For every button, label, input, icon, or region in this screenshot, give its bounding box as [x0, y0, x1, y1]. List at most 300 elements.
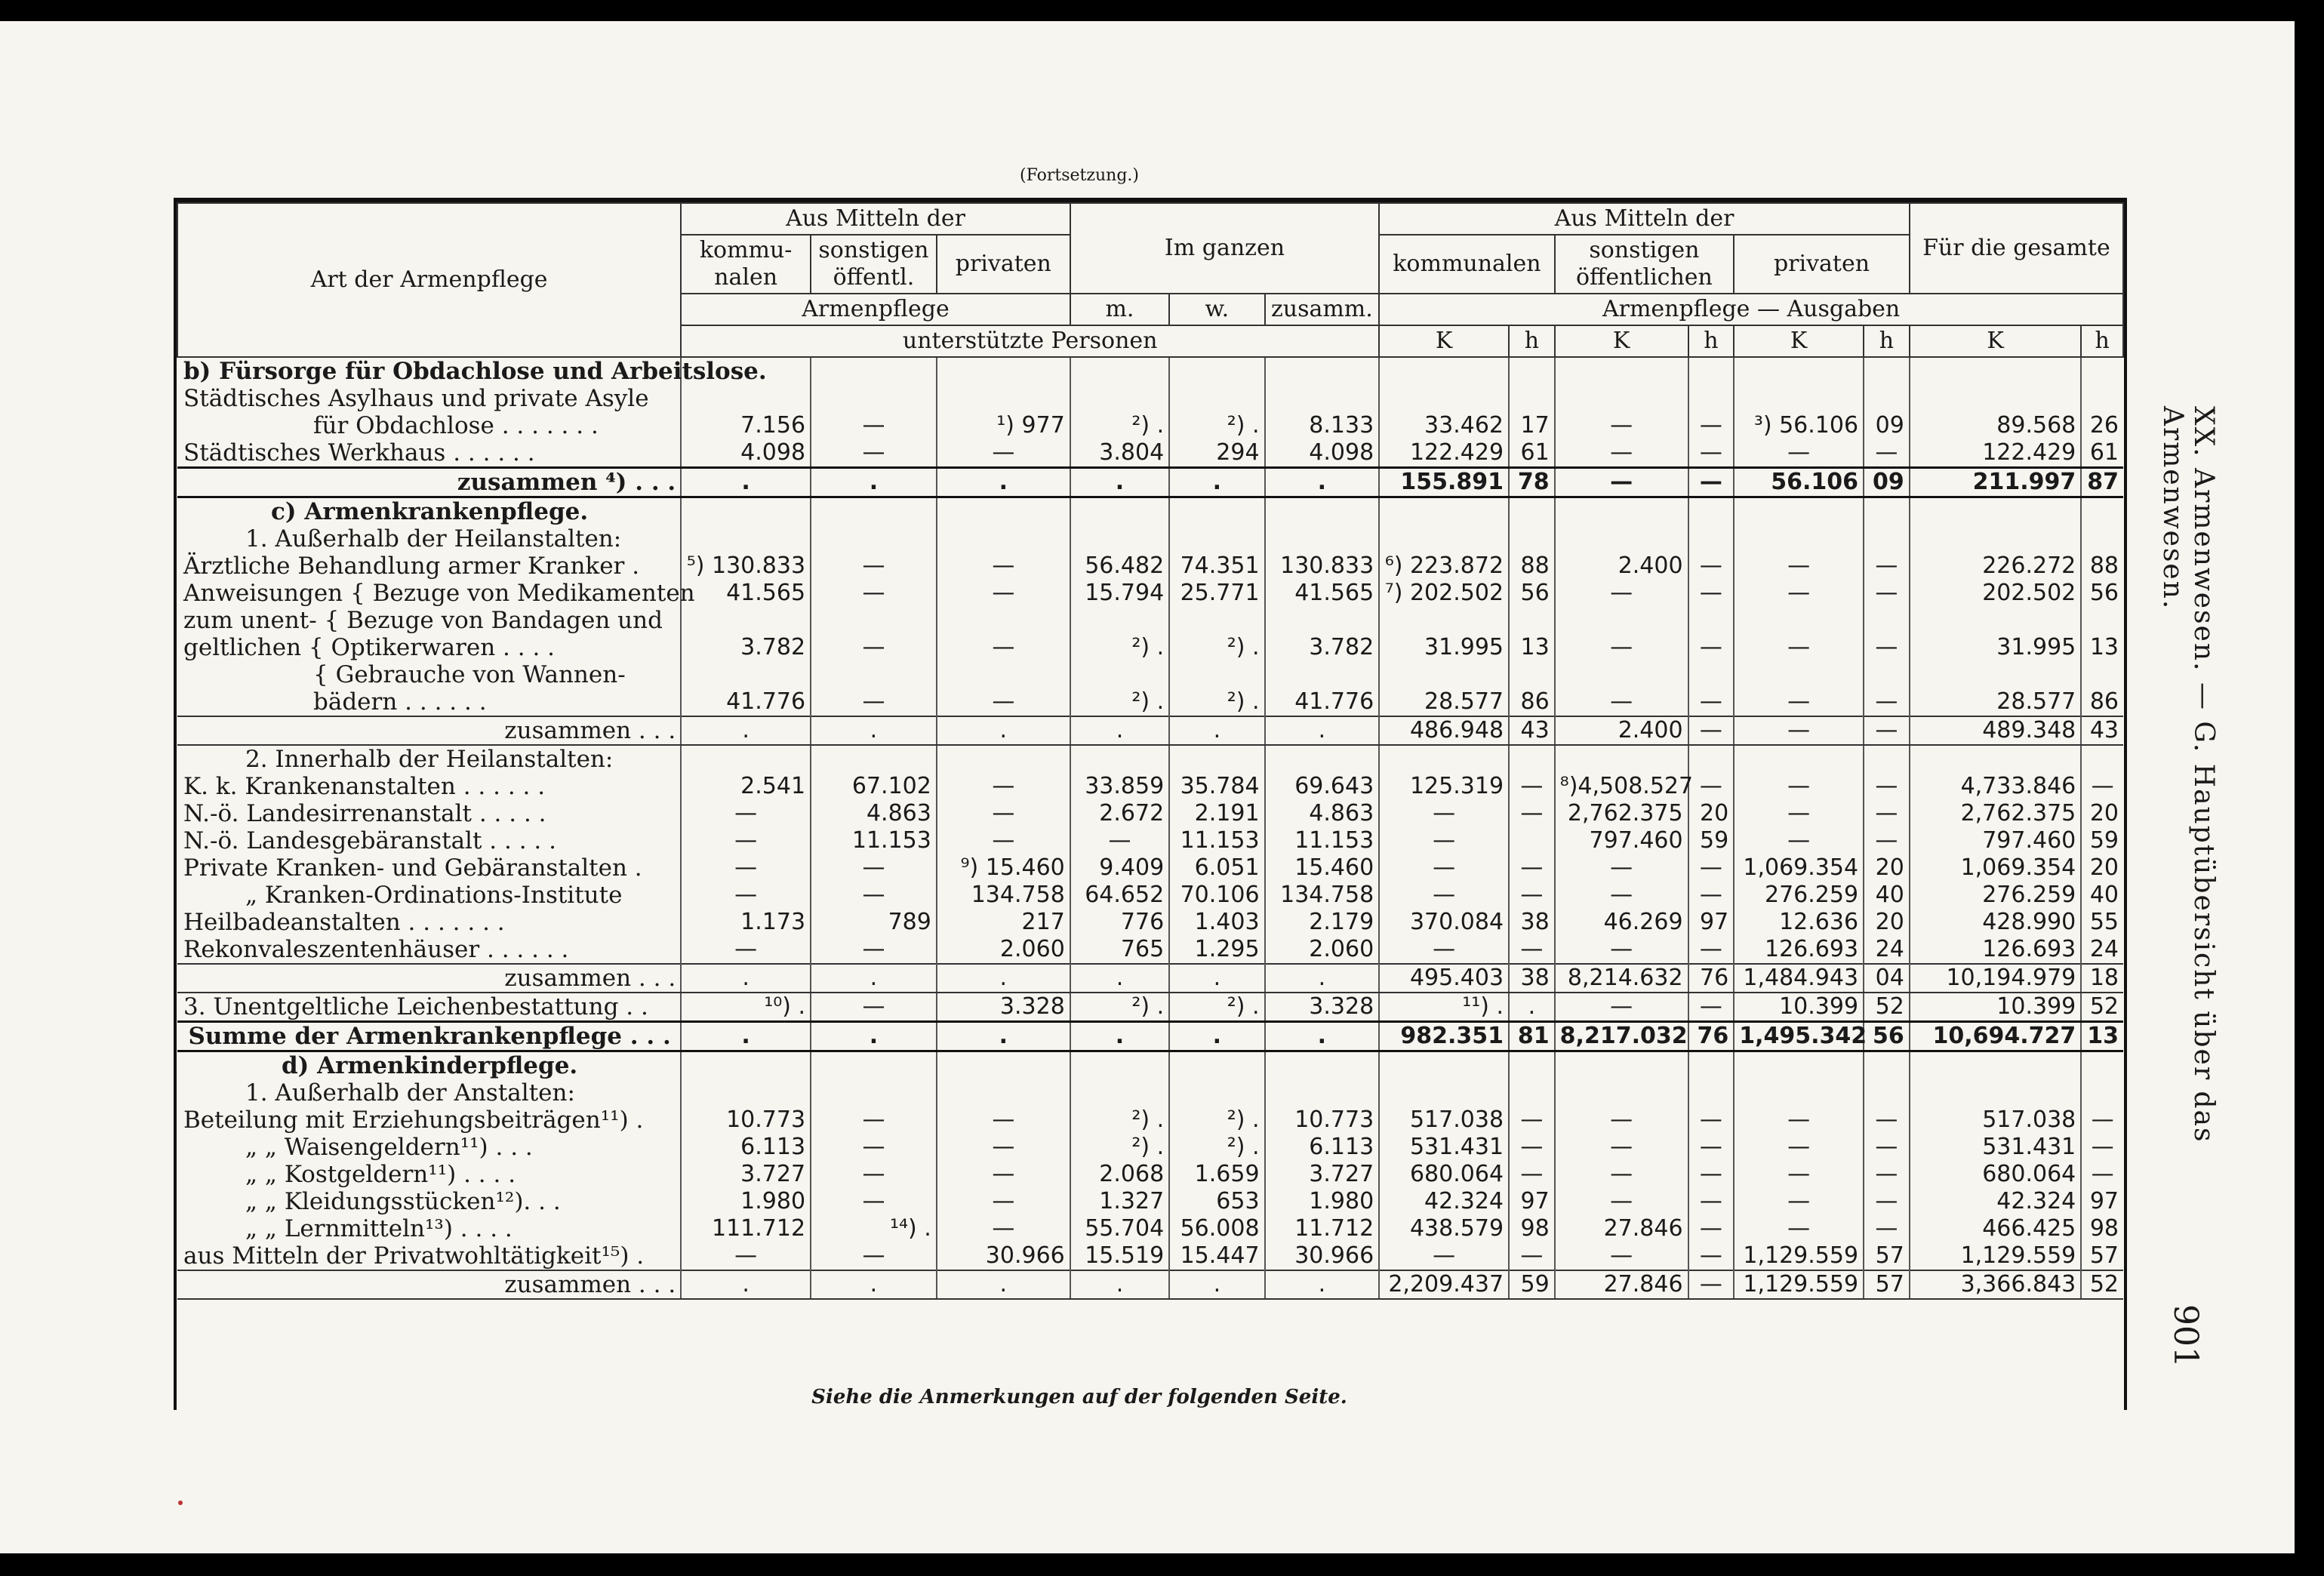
cell-value — [1555, 745, 1688, 773]
cell-value: — — [1864, 1134, 1910, 1161]
cell-value: — — [811, 553, 937, 580]
row-label: „ „ Lernmitteln¹³) . . . . — [245, 1215, 513, 1242]
cell-value: 1.980 — [1265, 1188, 1380, 1215]
cell-value — [1509, 607, 1555, 634]
cell-value: 155.891 — [1379, 468, 1509, 497]
cell-value: . — [937, 1022, 1070, 1051]
cell-value — [937, 1079, 1070, 1107]
cell-value: 86 — [2081, 688, 2123, 716]
header-k: K — [1555, 325, 1688, 357]
cell-value — [1169, 525, 1264, 553]
cell-value: 2,762.375 — [1910, 800, 2081, 827]
cell-value: — — [681, 800, 811, 827]
cell-value: — — [1734, 1188, 1864, 1215]
row-label: Rekonvaleszentenhäuser . . . . . . — [183, 936, 569, 963]
cell-value: 43 — [2081, 716, 2123, 745]
cell-value: 1,069.354 — [1910, 854, 2081, 882]
cell-value: — — [1734, 1107, 1864, 1134]
cell-value: . — [937, 716, 1070, 745]
cell-value: — — [1734, 1215, 1864, 1242]
cell-value: — — [1379, 1242, 1509, 1270]
cell-value: 59 — [1509, 1270, 1555, 1299]
cell-value — [1379, 745, 1509, 773]
cell-value — [1864, 497, 1910, 526]
cell-value: ²) . — [1169, 634, 1264, 661]
cell-value: 10.399 — [1734, 993, 1864, 1022]
cell-value: 28.577 — [1379, 688, 1509, 716]
cell-value: — — [1734, 1134, 1864, 1161]
cell-value: — — [1555, 468, 1688, 497]
cell-value: — — [811, 854, 937, 882]
cell-value: 438.579 — [1379, 1215, 1509, 1242]
cell-value: — — [1864, 1107, 1910, 1134]
cell-value — [1734, 661, 1864, 688]
cell-value: . — [811, 468, 937, 497]
cell-value: . — [937, 468, 1070, 497]
cell-value — [1555, 385, 1688, 412]
cell-value — [1910, 661, 2081, 688]
cell-value: — — [681, 854, 811, 882]
cell-value — [811, 525, 937, 553]
cell-value — [1910, 1051, 2081, 1080]
header-m: m. — [1070, 294, 1169, 325]
cell-value — [2081, 357, 2123, 385]
cell-value: 18 — [2081, 964, 2123, 993]
cell-value: — — [1555, 688, 1688, 716]
cell-value — [1734, 357, 1864, 385]
cell-value: 2.672 — [1070, 800, 1169, 827]
cell-value: . — [1070, 1270, 1169, 1299]
cell-value: 1.659 — [1169, 1161, 1264, 1188]
cell-value: . — [937, 1270, 1070, 1299]
cell-value: 61 — [1509, 439, 1555, 468]
cell-value: . — [1169, 964, 1264, 993]
table-row — [177, 909, 2123, 936]
cell-value: — — [937, 1188, 1070, 1215]
cell-value: 15.447 — [1169, 1242, 1264, 1270]
cell-value: 1,129.559 — [1734, 1270, 1864, 1299]
cell-value — [1864, 1051, 1910, 1080]
table-row — [177, 497, 2123, 526]
cell-value: 126.693 — [1734, 936, 1864, 964]
cell-value: 797.460 — [1555, 827, 1688, 854]
cell-value: — — [1509, 882, 1555, 909]
table-row — [177, 1051, 2123, 1080]
cell-value: 517.038 — [1379, 1107, 1509, 1134]
cell-value — [937, 385, 1070, 412]
cell-value: 1,069.354 — [1734, 854, 1864, 882]
cell-value: — — [1734, 580, 1864, 607]
cell-value: 33.462 — [1379, 412, 1509, 439]
cell-value — [1734, 525, 1864, 553]
cell-value: 56 — [1864, 1022, 1910, 1051]
cell-value: — — [1509, 1134, 1555, 1161]
header-row-label: Art der Armenpflege — [177, 203, 681, 357]
cell-value — [1265, 745, 1380, 773]
row-label: K. k. Krankenanstalten . . . . . . — [183, 773, 546, 800]
cell-value — [1509, 497, 1555, 526]
row-label: 1. Außerhalb der Heilanstalten: — [245, 525, 622, 553]
cell-value: . — [1070, 716, 1169, 745]
cell-value: ⁷) 202.502 — [1379, 580, 1509, 607]
row-label: 1. Außerhalb der Anstalten: — [245, 1079, 575, 1107]
table-row — [177, 745, 2123, 773]
cell-value: . — [1070, 468, 1169, 497]
cell-value: 38 — [1509, 909, 1555, 936]
cell-value: 653 — [1169, 1188, 1264, 1215]
cell-value: 56 — [2081, 580, 2123, 607]
cell-value — [1734, 385, 1864, 412]
cell-value — [1379, 497, 1509, 526]
cell-value — [1864, 357, 1910, 385]
cell-value: 24 — [1864, 936, 1910, 964]
cell-value — [1070, 661, 1169, 688]
cell-value: 4,733.846 — [1910, 773, 2081, 800]
cell-value: 6.051 — [1169, 854, 1264, 882]
cell-value: 2.060 — [937, 936, 1070, 964]
cell-value: 3.804 — [1070, 439, 1169, 468]
cell-value: — — [937, 1215, 1070, 1242]
cell-value — [1734, 607, 1864, 634]
cell-value: — — [1555, 580, 1688, 607]
cell-value: — — [1734, 634, 1864, 661]
cell-value: 8,217.032 — [1555, 1022, 1688, 1051]
header-sonstigen: sonstigen öffentl. — [811, 235, 937, 294]
cell-value: — — [1555, 882, 1688, 909]
cell-value: 67.102 — [811, 773, 937, 800]
cell-value: 76 — [1688, 964, 1735, 993]
header-privaten: privaten — [937, 235, 1070, 294]
header-persons-group: Aus Mitteln der — [681, 203, 1070, 235]
cell-value: 20 — [2081, 800, 2123, 827]
cell-value: 4.098 — [681, 439, 811, 468]
cell-value: — — [1734, 688, 1864, 716]
cell-value: ²) . — [1070, 993, 1169, 1022]
cell-value: 35.784 — [1169, 773, 1264, 800]
cell-value — [2081, 1079, 2123, 1107]
cell-value — [1688, 385, 1735, 412]
cell-value — [1864, 745, 1910, 773]
cell-value — [1070, 357, 1169, 385]
cell-value: — — [1688, 773, 1735, 800]
row-label: Private Kranken- und Gebäranstalten . — [183, 854, 642, 882]
cell-value — [1910, 607, 2081, 634]
cell-value: 88 — [2081, 553, 2123, 580]
cell-value: — — [937, 800, 1070, 827]
cell-value — [937, 497, 1070, 526]
cell-value: — — [1555, 412, 1688, 439]
cell-value: ⁸)4,508.527 — [1555, 773, 1688, 800]
cell-value: 46.269 — [1555, 909, 1688, 936]
header-expenses-group: Aus Mitteln der — [1379, 203, 1910, 235]
cell-value — [1070, 1079, 1169, 1107]
cell-value: ²) . — [1070, 1107, 1169, 1134]
ink-spot — [178, 1501, 183, 1505]
row-label: geltlichen { Optikerwaren . . . . — [183, 634, 556, 661]
table-row — [177, 1022, 2123, 1051]
header-unterstuetzte: unterstützte Personen — [681, 325, 1379, 357]
cell-value: 28.577 — [1910, 688, 2081, 716]
cell-value: — — [1688, 439, 1735, 468]
cell-value: — — [681, 1242, 811, 1270]
cell-value: 10.773 — [1265, 1107, 1380, 1134]
cell-value: 134.758 — [937, 882, 1070, 909]
cell-value — [1070, 497, 1169, 526]
cell-value — [1910, 525, 2081, 553]
cell-value: 1,484.943 — [1734, 964, 1864, 993]
cell-value — [1864, 661, 1910, 688]
cell-value: 1.295 — [1169, 936, 1264, 964]
cell-value: ²) . — [1169, 1134, 1264, 1161]
row-label: Städtisches Asylhaus und private Asyle — [183, 385, 649, 412]
cell-value — [811, 385, 937, 412]
cell-value: 76 — [1688, 1022, 1735, 1051]
row-label: N.-ö. Landesgebäranstalt . . . . . — [183, 827, 556, 854]
cell-value: 98 — [1509, 1215, 1555, 1242]
cell-value: — — [1864, 716, 1910, 745]
cell-value: — — [1509, 773, 1555, 800]
cell-value: — — [1688, 854, 1735, 882]
header-k: K — [1910, 325, 2081, 357]
cell-value: . — [811, 716, 937, 745]
cell-value — [681, 1051, 811, 1080]
cell-value — [2081, 497, 2123, 526]
cell-value: — — [1688, 882, 1735, 909]
cell-value — [1910, 1079, 2081, 1107]
cell-value: — — [1688, 553, 1735, 580]
cell-value: 9.409 — [1070, 854, 1169, 882]
cell-value: — — [811, 1161, 937, 1188]
cell-value: 982.351 — [1379, 1022, 1509, 1051]
row-label: Ärztliche Behandlung armer Kranker . — [183, 553, 640, 580]
cell-value: 31.995 — [1910, 634, 2081, 661]
cell-value: 59 — [2081, 827, 2123, 854]
cell-value: — — [1555, 1242, 1688, 1270]
header-h: h — [2081, 325, 2123, 357]
cell-value: — — [1688, 1188, 1735, 1215]
table-row — [177, 607, 2123, 634]
table-row — [177, 882, 2123, 909]
cell-value — [1379, 385, 1509, 412]
cell-value: ⁶) 223.872 — [1379, 553, 1509, 580]
cell-value: 276.259 — [1910, 882, 2081, 909]
cell-value: — — [1734, 827, 1864, 854]
cell-value: 57 — [1864, 1242, 1910, 1270]
cell-value: 20 — [1864, 854, 1910, 882]
cell-value — [1734, 1079, 1864, 1107]
cell-value: 52 — [2081, 1270, 2123, 1299]
cell-value: — — [1379, 854, 1509, 882]
cell-value: — — [1734, 439, 1864, 468]
cell-value: 2.541 — [681, 773, 811, 800]
cell-value: 20 — [1864, 909, 1910, 936]
cell-value: ²) . — [1169, 993, 1264, 1022]
row-label: zusammen . . . — [177, 1270, 681, 1299]
cell-value: 1,129.559 — [1734, 1242, 1864, 1270]
cell-value: 4.098 — [1265, 439, 1380, 468]
row-label: Anweisungen { Bezuge von Medikamenten — [183, 580, 695, 607]
cell-value: . — [1070, 1022, 1169, 1051]
row-label: d) Armenkinderpflege. — [281, 1052, 578, 1079]
cell-value: 56.482 — [1070, 553, 1169, 580]
cell-value: 59 — [1688, 827, 1735, 854]
cell-value — [1169, 661, 1264, 688]
cell-value: — — [2081, 1161, 2123, 1188]
cell-value: . — [1265, 716, 1380, 745]
cell-value — [1688, 607, 1735, 634]
cell-value — [1910, 497, 2081, 526]
cell-value: — — [811, 580, 937, 607]
cell-value — [1555, 661, 1688, 688]
cell-value: 20 — [1688, 800, 1735, 827]
cell-value: 2,209.437 — [1379, 1270, 1509, 1299]
cell-value: 15.519 — [1070, 1242, 1169, 1270]
cell-value — [681, 607, 811, 634]
cell-value: . — [937, 964, 1070, 993]
cell-value: 8,214.632 — [1555, 964, 1688, 993]
cell-value — [1379, 1051, 1509, 1080]
cell-value: 370.084 — [1379, 909, 1509, 936]
cell-value: 57 — [2081, 1242, 2123, 1270]
cell-value: 70.106 — [1169, 882, 1264, 909]
cell-value: 56.008 — [1169, 1215, 1264, 1242]
cell-value — [1555, 1079, 1688, 1107]
cell-value — [1864, 607, 1910, 634]
cell-value: 125.319 — [1379, 773, 1509, 800]
cell-value: ²) . — [1070, 412, 1169, 439]
continuation-label: (Fortsetzung.) — [1020, 166, 1139, 185]
row-label: b) Fürsorge für Obdachlose und Arbeitslose. — [183, 358, 767, 385]
header-kommunalen-expenses: kommunalen — [1379, 235, 1554, 294]
row-label: zum unent- { Bezuge von Bandagen und — [183, 607, 663, 634]
cell-value: ²) . — [1169, 688, 1264, 716]
cell-value: 6.113 — [1265, 1134, 1380, 1161]
cell-value — [1734, 745, 1864, 773]
cell-value: 7.156 — [681, 412, 811, 439]
cell-value — [937, 525, 1070, 553]
cell-value — [681, 1079, 811, 1107]
cell-value: 42.324 — [1910, 1188, 2081, 1215]
cell-value: ²) . — [1169, 1107, 1264, 1134]
cell-value: ¹) 977 — [937, 412, 1070, 439]
table-row — [177, 1215, 2123, 1242]
cell-value — [1509, 357, 1555, 385]
table-row — [177, 357, 2123, 385]
cell-value: . — [811, 964, 937, 993]
cell-value: 41.565 — [1265, 580, 1380, 607]
cell-value — [2081, 745, 2123, 773]
cell-value — [1169, 497, 1264, 526]
cell-value: — — [1864, 1188, 1910, 1215]
table-row — [177, 993, 2123, 1022]
cell-value — [1688, 357, 1735, 385]
cell-value: — — [1864, 439, 1910, 468]
cell-value — [1910, 385, 2081, 412]
cell-value — [2081, 661, 2123, 688]
cell-value: 531.431 — [1379, 1134, 1509, 1161]
table-row — [177, 1134, 2123, 1161]
cell-value — [1169, 1051, 1264, 1080]
cell-value — [811, 1051, 937, 1080]
cell-value: 20 — [2081, 854, 2123, 882]
cell-value: 10.773 — [681, 1107, 811, 1134]
cell-value: 8.133 — [1265, 412, 1380, 439]
cell-value: 789 — [811, 909, 937, 936]
cell-value: . — [1265, 1022, 1380, 1051]
cell-value — [1555, 497, 1688, 526]
cell-value: 1.403 — [1169, 909, 1264, 936]
cell-value: 489.348 — [1910, 716, 2081, 745]
cell-value: 52 — [1864, 993, 1910, 1022]
cell-value — [1688, 1051, 1735, 1080]
cell-value: 27.846 — [1555, 1215, 1688, 1242]
poor-relief-table — [177, 202, 2124, 1300]
cell-value — [681, 661, 811, 688]
cell-value — [1070, 525, 1169, 553]
cell-value: ⁵) 130.833 — [681, 553, 811, 580]
cell-value: . — [1265, 964, 1380, 993]
cell-value: — — [811, 634, 937, 661]
cell-value — [1265, 385, 1380, 412]
cell-value: — — [1864, 1215, 1910, 1242]
cell-value: — — [1688, 936, 1735, 964]
cell-value — [1864, 525, 1910, 553]
cell-value: 3.782 — [681, 634, 811, 661]
cell-value: — — [811, 1107, 937, 1134]
cell-value: 41.776 — [1265, 688, 1380, 716]
cell-value — [1555, 525, 1688, 553]
cell-value: — — [1509, 854, 1555, 882]
table-row — [177, 936, 2123, 964]
cell-value — [1509, 827, 1555, 854]
cell-value: 40 — [2081, 882, 2123, 909]
cell-value: — — [811, 936, 937, 964]
cell-value: — — [1734, 716, 1864, 745]
statistics-table-frame — [174, 198, 2127, 1410]
cell-value: — — [1688, 993, 1735, 1022]
table-row — [177, 1242, 2123, 1270]
footer-note: Siehe die Anmerkungen auf der folgenden Seite. — [811, 1386, 1347, 1408]
cell-value: 495.403 — [1379, 964, 1509, 993]
cell-value: 57 — [1864, 1270, 1910, 1299]
cell-value: ¹⁰) . — [681, 993, 811, 1022]
cell-value: 74.351 — [1169, 553, 1264, 580]
table-row — [177, 580, 2123, 607]
cell-value: — — [1864, 773, 1910, 800]
cell-value: — — [1688, 1161, 1735, 1188]
cell-value: — — [1555, 1188, 1688, 1215]
cell-value: 41.565 — [681, 580, 811, 607]
cell-value: 56.106 — [1734, 468, 1864, 497]
cell-value: — — [811, 412, 937, 439]
cell-value: 78 — [1509, 468, 1555, 497]
cell-value — [1509, 1051, 1555, 1080]
cell-value: 428.990 — [1910, 909, 2081, 936]
cell-value: 15.794 — [1070, 580, 1169, 607]
cell-value — [1169, 745, 1264, 773]
cell-value: — — [681, 827, 811, 854]
row-label: zusammen . . . — [177, 716, 681, 745]
cell-value: ²) . — [1070, 688, 1169, 716]
cell-value: — — [937, 773, 1070, 800]
cell-value: 3.727 — [681, 1161, 811, 1188]
cell-value — [1509, 745, 1555, 773]
cell-value — [1379, 607, 1509, 634]
cell-value — [1169, 607, 1264, 634]
cell-value — [1265, 357, 1380, 385]
cell-value: . — [681, 1022, 811, 1051]
cell-value: 10,194.979 — [1910, 964, 2081, 993]
